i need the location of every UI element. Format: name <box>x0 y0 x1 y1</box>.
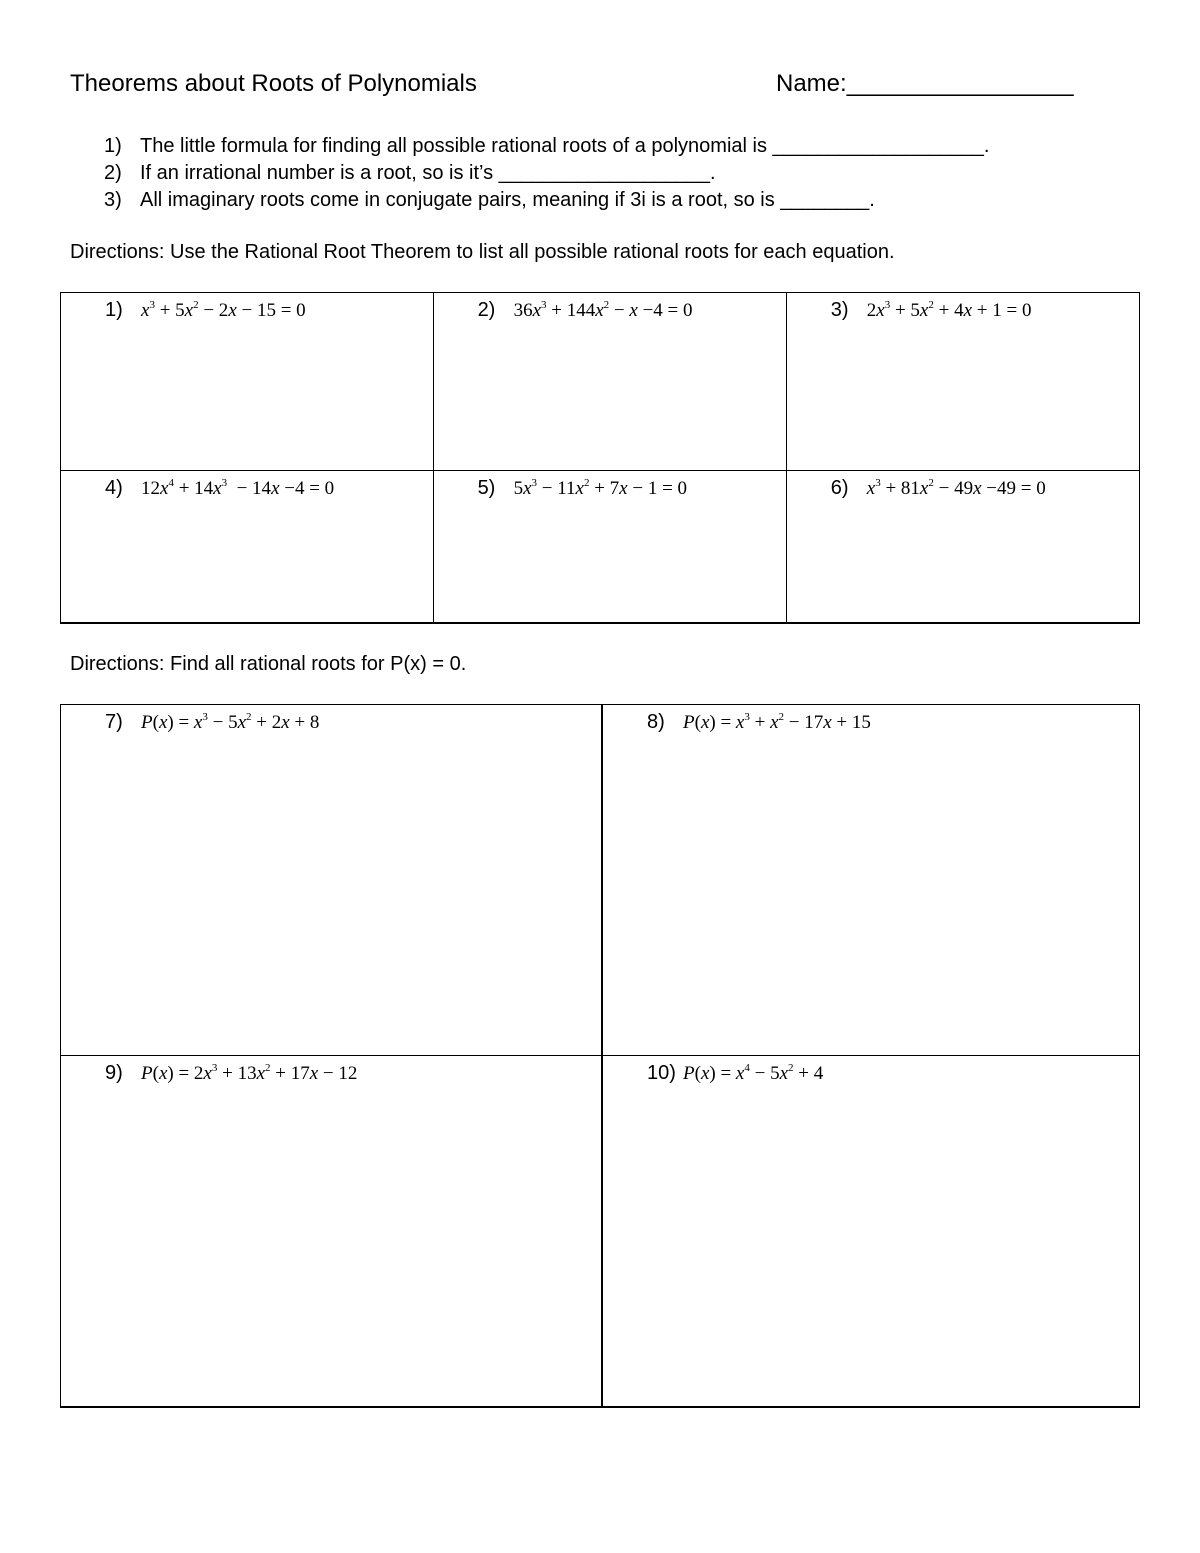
problem-cell <box>602 1056 1140 1408</box>
problem-number: 1) <box>105 299 123 321</box>
problem-equation: $2x^3 + 5x^2 + 4x + 1 = 0$ <box>866 299 1032 321</box>
problem-number: 4) <box>105 477 123 499</box>
question-text: All imaginary roots come in conjugate pairs, meaning if 3i is a root, so is ________. <box>140 189 875 211</box>
problem-cell <box>786 293 1139 471</box>
problem-cell <box>61 471 434 624</box>
name-field-label: Name:_________________ <box>776 70 1074 97</box>
question-text: If an irrational number is a root, so is it’s ___________________. <box>140 162 716 184</box>
question-number: 3) <box>104 189 122 211</box>
rational-root-problem-grid <box>60 292 1140 624</box>
problem-number: 8) <box>647 711 665 733</box>
page-title: Theorems about Roots of Polynomials <box>70 70 477 97</box>
directions-rational-root: Directions: Use the Rational Root Theorem to list all possible rational roots for each equation. <box>70 241 895 263</box>
problem-equation: $P(x) = x^3 + x^2 - 17x + 15$ <box>683 711 871 733</box>
problem-number: 10) <box>647 1062 676 1084</box>
problem-equation: $36x^3 + 144x^2 - x -4 = 0$ <box>513 299 693 321</box>
problem-cell <box>602 705 1140 1056</box>
problem-equation: $P(x) = x^4 - 5x^2 + 4$ <box>683 1062 824 1084</box>
question-item <box>104 133 989 160</box>
problem-equation: $x^3 + 81x^2 - 49x -49 = 0$ <box>866 477 1046 499</box>
problem-number: 3) <box>830 299 849 321</box>
problem-number: 5) <box>477 477 496 499</box>
question-number: 1) <box>104 135 122 157</box>
problem-number: 9) <box>105 1062 123 1084</box>
problem-equation: $P(x) = x^3 - 5x^2 + 2x + 8$ <box>141 711 320 733</box>
problem-cell <box>61 705 603 1056</box>
problem-cell <box>433 293 786 471</box>
problem-cell <box>433 471 786 624</box>
problem-number: 2) <box>477 299 496 321</box>
question-text: The little formula for finding all possible rational roots of a polynomial is ___________________. <box>140 135 990 157</box>
problem-equation: $x^3 + 5x^2 - 2x - 15 = 0$ <box>141 299 306 321</box>
problem-equation: $P(x) = 2x^3 + 13x^2 + 17x - 12$ <box>141 1062 358 1084</box>
problem-cell <box>786 471 1139 624</box>
directions-find-roots: Directions: Find all rational roots for P(x) = 0. <box>70 653 467 675</box>
problem-cell <box>61 1056 603 1408</box>
problem-number: 7) <box>105 711 123 733</box>
question-number: 2) <box>104 162 122 184</box>
find-roots-problem-grid <box>60 704 1140 1408</box>
question-list <box>104 133 989 214</box>
problem-equation: $12x^4 + 14x^3 - 14x -4 = 0$ <box>141 477 335 499</box>
question-item <box>104 160 989 187</box>
question-item <box>104 187 989 214</box>
problem-number: 6) <box>830 477 849 499</box>
problem-cell <box>61 293 434 471</box>
problem-equation: $5x^3 - 11x^2 + 7x - 1 = 0$ <box>513 477 688 499</box>
